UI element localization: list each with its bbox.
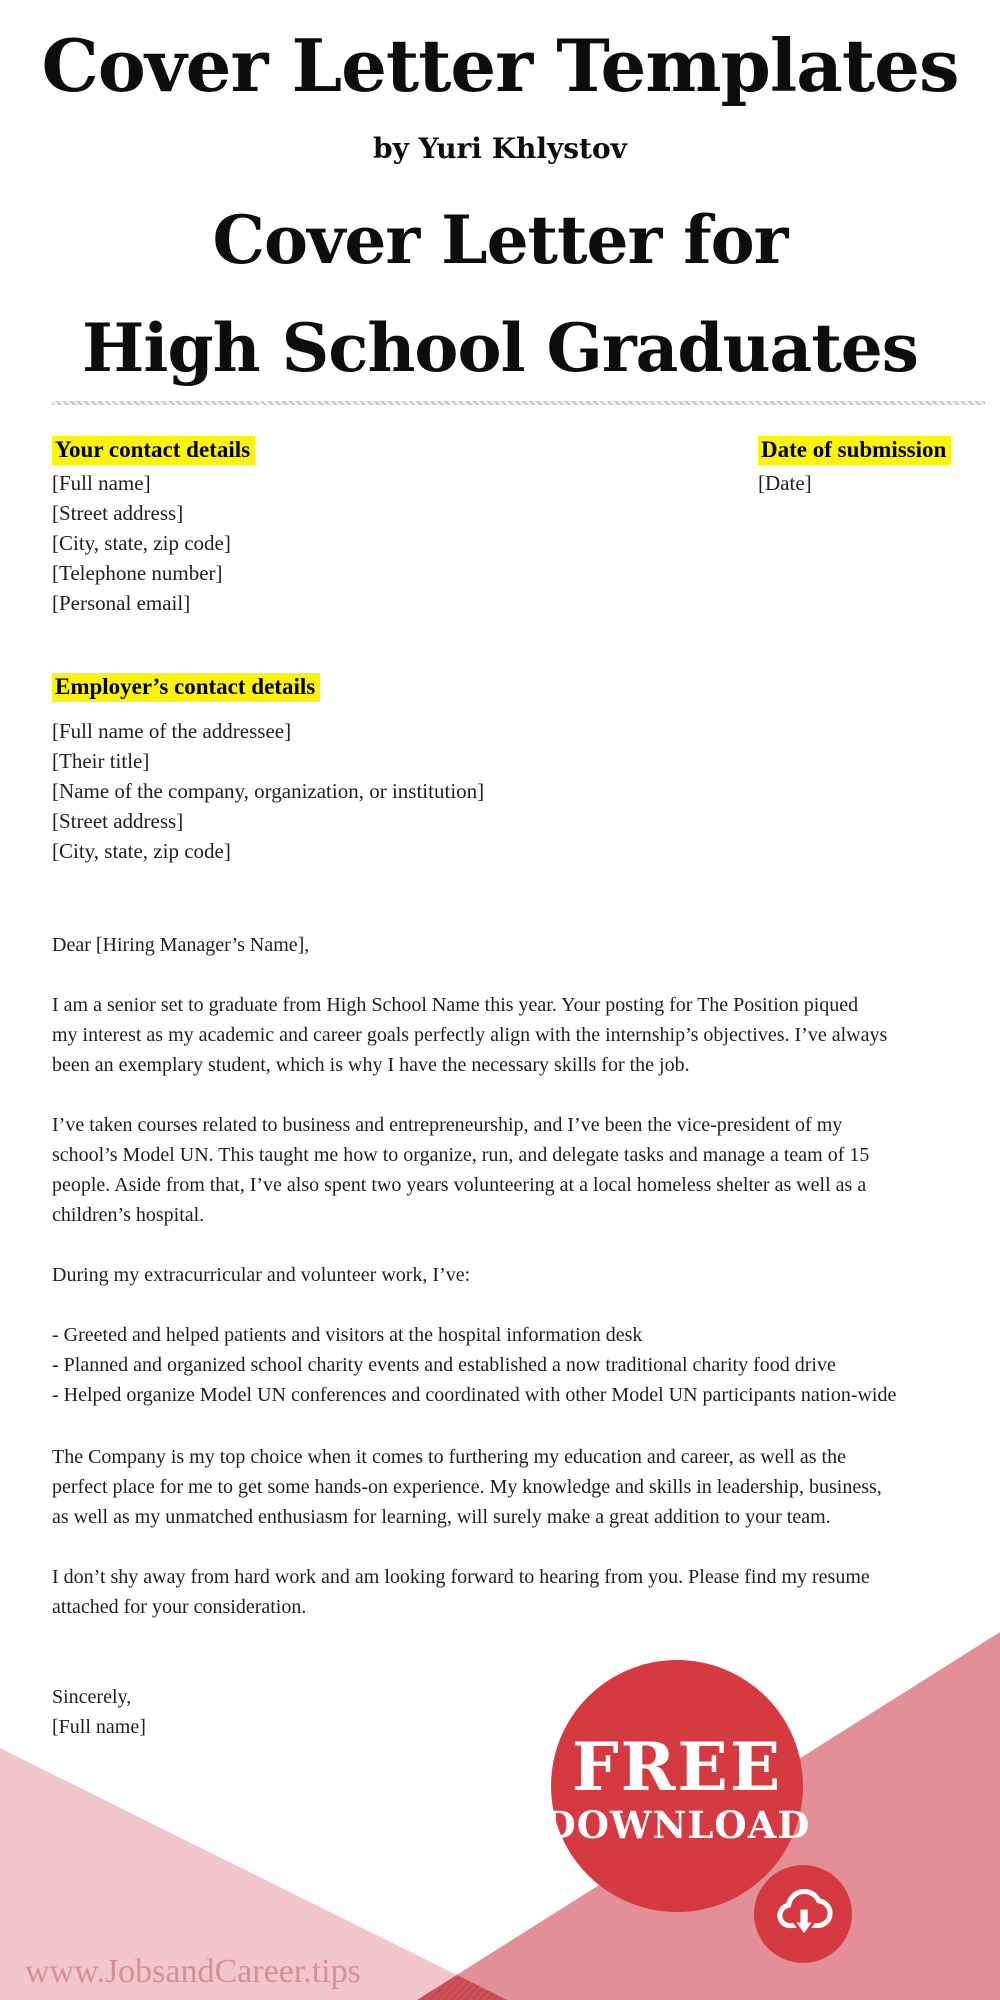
body-line: people. Aside from that, I’ve also spent two years volunteering at a local homeless shelter as well as a (52, 1174, 867, 1196)
bullet-line: - Greeted and helped patients and visitors at the hospital information desk (52, 1324, 643, 1346)
body-line: I don’t shy away from hard work and am looking forward to hearing from you. Please find my resume (52, 1566, 870, 1588)
contact-detail-line: [Personal email] (52, 591, 191, 615)
download-button[interactable] (754, 1865, 852, 1963)
bullet-line: - Helped organize Model UN conferences and coordinated with other Model UN participants nation-wide (52, 1384, 897, 1406)
paragraph-6 (52, 1562, 870, 1622)
contact-details-section (52, 436, 255, 465)
date-line: [Date] (758, 471, 812, 495)
employer-detail-line: [Their title] (52, 749, 150, 773)
body-line: school’s Model UN. This taught me how to organize, run, and delegate tasks and manage a team of 15 (52, 1144, 870, 1166)
body-line: been an exemplary student, which is why I have the necessary skills for the job. (52, 1054, 690, 1076)
byline: by Yuri Khlystov (373, 132, 627, 165)
salutation (52, 930, 309, 960)
paragraph-2 (52, 1110, 869, 1230)
bullet-list (52, 1320, 896, 1410)
cloud-download-icon (767, 1878, 839, 1950)
body-line: I am a senior set to graduate from High School Name this year. Your posting for The Position piqued (52, 994, 859, 1016)
date-section (758, 436, 951, 465)
body-line: perfect place for me to get some hands-on experience. My knowledge and skills in leadership, business, (52, 1476, 882, 1498)
employer-lines (52, 716, 484, 866)
subtitle-line-1: Cover Letter for (212, 201, 788, 279)
employer-detail-line: [Name of the company, organization, or institution] (52, 779, 485, 803)
employer-detail-line: [City, state, zip code] (52, 839, 231, 863)
body-line: I’ve taken courses related to business and entrepreneurship, and I’ve been the vice-president of my (52, 1114, 843, 1136)
body-line: my interest as my academic and career goals perfectly align with the internship’s objectives. I’ve always (52, 1024, 888, 1046)
contact-detail-line: [Street address] (52, 501, 184, 525)
paragraph-3 (52, 1260, 470, 1290)
body-line: children’s hospital. (52, 1204, 205, 1226)
contact-detail-line: [Telephone number] (52, 561, 223, 585)
body-line: The Company is my top choice when it comes to furthering my education and career, as well as the (52, 1446, 846, 1468)
contact-detail-line: [Full name] (52, 471, 151, 495)
body-line: as well as my unmatched enthusiasm for learning, will surely make a great addition to your team. (52, 1506, 831, 1528)
contact-details-lines (52, 468, 231, 618)
bullet-line: - Planned and organized school charity events and established a now traditional charity food drive (52, 1354, 836, 1376)
badge-download-label: DOWNLOAD (543, 1803, 811, 1847)
employer-heading: Employer’s contact details (52, 673, 320, 702)
subtitle-line-2: High School Graduates (82, 309, 918, 387)
contact-details-heading: Your contact details (52, 436, 255, 465)
closing-line: [Full name] (52, 1716, 146, 1738)
website-link[interactable]: www.JobsandCareer.tips (25, 1953, 361, 1990)
employer-section (52, 673, 320, 702)
date-lines (758, 468, 812, 498)
paragraph-5 (52, 1442, 882, 1532)
page-subtitle (0, 186, 1000, 402)
contact-detail-line: [City, state, zip code] (52, 531, 231, 555)
date-heading: Date of submission (758, 436, 951, 465)
employer-detail-line: [Street address] (52, 809, 184, 833)
section-divider (52, 401, 985, 405)
salutation-line: Dear [Hiring Manager’s Name], (52, 934, 310, 956)
free-download-badge[interactable] (543, 1660, 811, 1912)
page-title: Cover Letter Templates (41, 23, 959, 108)
employer-detail-line: [Full name of the addressee] (52, 719, 292, 743)
paragraph-1 (52, 990, 887, 1080)
body-line: During my extracurricular and volunteer work, I’ve: (52, 1264, 471, 1286)
closing-block (52, 1682, 146, 1742)
badge-free-label: FREE (571, 1728, 783, 1806)
body-line: attached for your consideration. (52, 1596, 307, 1618)
closing-line: Sincerely, (52, 1686, 132, 1708)
